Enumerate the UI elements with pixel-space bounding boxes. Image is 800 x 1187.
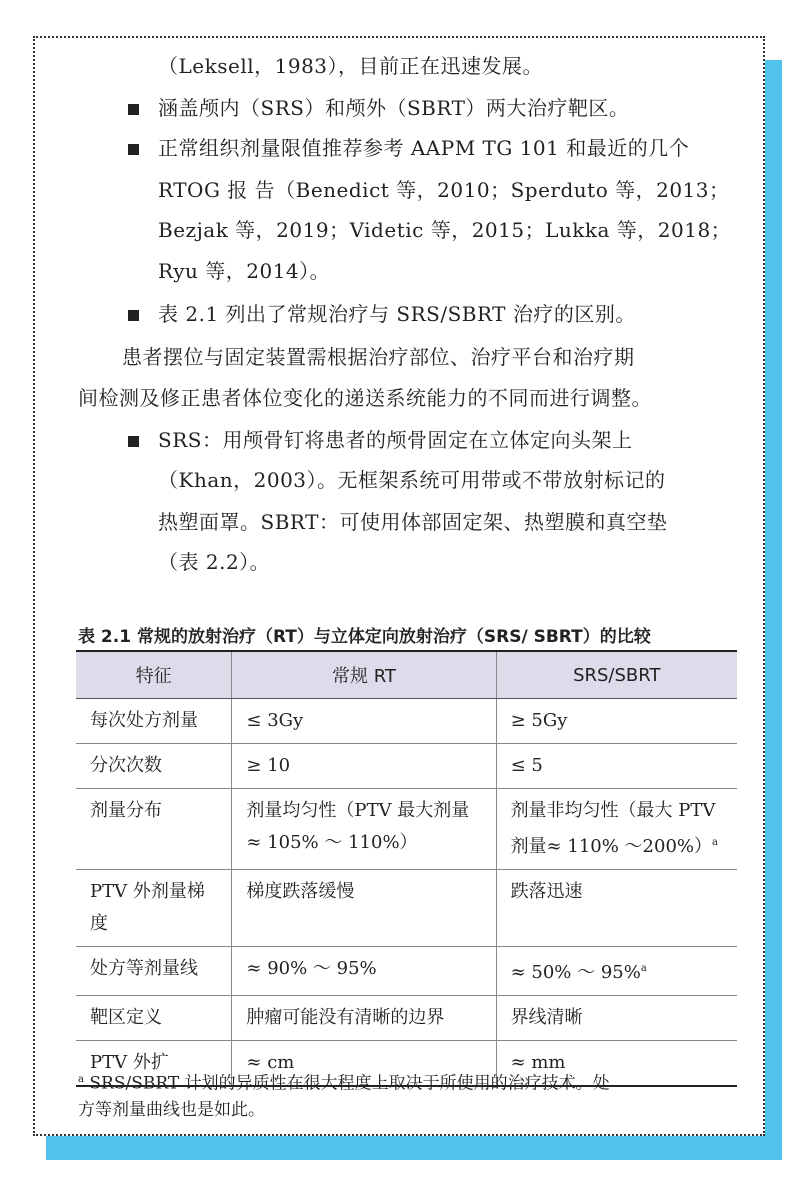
table-cell: 界线清晰 xyxy=(496,996,737,1041)
table-cell: ≈ mm xyxy=(496,1041,737,1087)
footnote-marker: a xyxy=(640,963,647,974)
table-cell: 跌落迅速 xyxy=(496,870,737,947)
bullet-text: （表 2.2）。 xyxy=(158,550,271,574)
bullet-text: Bezjak 等，2019；Videtic 等，2015；Lukka 等，2018； xyxy=(158,218,732,242)
table-header-row xyxy=(76,651,737,699)
cell-text: 剂量非均匀性（最大 PTV 剂量≈ 110% ～200%） xyxy=(510,800,716,857)
table-cell: ≥ 10 xyxy=(232,744,496,789)
footnote-marker: a xyxy=(712,837,718,848)
bullet-icon xyxy=(128,310,139,321)
table-cell: ≈ cm xyxy=(232,1041,496,1087)
table-cell: ≤ 3Gy xyxy=(232,699,496,744)
table-cell: 肿瘤可能没有清晰的边界 xyxy=(232,996,496,1041)
comparison-table xyxy=(76,650,737,1087)
bullet-icon xyxy=(128,436,139,447)
bullet-icon xyxy=(128,104,139,115)
table-row xyxy=(76,744,737,789)
table-cell: 每次处方剂量 xyxy=(76,699,232,744)
table-cell: PTV 外扩 xyxy=(76,1041,232,1087)
table-row xyxy=(76,789,737,870)
column-header: 常规 RT xyxy=(232,651,496,699)
table-cell xyxy=(496,947,737,996)
footnote-marker: a xyxy=(78,1074,84,1085)
table-cell xyxy=(496,789,737,870)
paragraph-line: 患者摆位与固定装置需根据治疗部位、治疗平台和治疗期 xyxy=(122,345,635,369)
bullet-icon xyxy=(128,144,139,155)
bullet-text: 正常组织剂量限值推荐参考 AAPM TG 101 和最近的几个 xyxy=(158,136,690,160)
table-row xyxy=(76,699,737,744)
column-header: SRS/SBRT xyxy=(496,651,737,699)
table-cell: PTV 外剂量梯度 xyxy=(76,870,232,947)
bullet-text: RTOG 报 告（Benedict 等，2010；Sperduto 等，2013； xyxy=(158,178,730,202)
table-cell xyxy=(232,789,496,870)
table-footnote xyxy=(78,1068,610,1096)
text-line: （Leksell，1983），目前正在迅速发展。 xyxy=(158,54,544,78)
table-cell: 处方等剂量线 xyxy=(76,947,232,996)
bullet-text: 热塑面罩。SBRT：可使用体部固定架、热塑膜和真空垫 xyxy=(158,510,668,534)
bullet-text: 涵盖颅内（SRS）和颅外（SBRT）两大治疗靶区。 xyxy=(158,96,630,120)
bullet-text: Ryu 等，2014）。 xyxy=(158,259,331,283)
footnote-text: SRS/SBRT 计划的异质性在很大程度上取决于所使用的治疗技术。处 xyxy=(89,1073,610,1094)
table-caption: 表 2.1 常规的放射治疗（RT）与立体定向放射治疗（SRS/ SBRT）的比较 xyxy=(78,627,651,647)
table-cell: ≥ 5Gy xyxy=(496,699,737,744)
cell-text: 剂量均匀性（PTV 最大剂量 ≈ 105% ～ 110%） xyxy=(246,800,470,853)
table-footnote: 方等剂量曲线也是如此。 xyxy=(78,1100,265,1120)
table-cell: ≤ 5 xyxy=(496,744,737,789)
table-cell: 梯度跌落缓慢 xyxy=(232,870,496,947)
table-cell: 靶区定义 xyxy=(76,996,232,1041)
bullet-text: 表 2.1 列出了常规治疗与 SRS/SBRT 治疗的区别。 xyxy=(158,302,636,326)
table-row xyxy=(76,870,737,947)
column-header: 特征 xyxy=(76,651,232,699)
bullet-text: SRS：用颅骨钉将患者的颅骨固定在立体定向头架上 xyxy=(158,428,633,452)
table-row xyxy=(76,947,737,996)
paragraph-line: 间检测及修正患者体位变化的递送系统能力的不同而进行调整。 xyxy=(78,386,652,410)
table-cell: 剂量分布 xyxy=(76,789,232,870)
table-cell: ≈ 90% ～ 95% xyxy=(232,947,496,996)
cell-text: ≈ 50% ～ 95% xyxy=(510,962,641,983)
table-cell: 分次次数 xyxy=(76,744,232,789)
table-row xyxy=(76,996,737,1041)
bullet-text: （Khan，2003）。无框架系统可用带或不带放射标记的 xyxy=(158,468,666,492)
